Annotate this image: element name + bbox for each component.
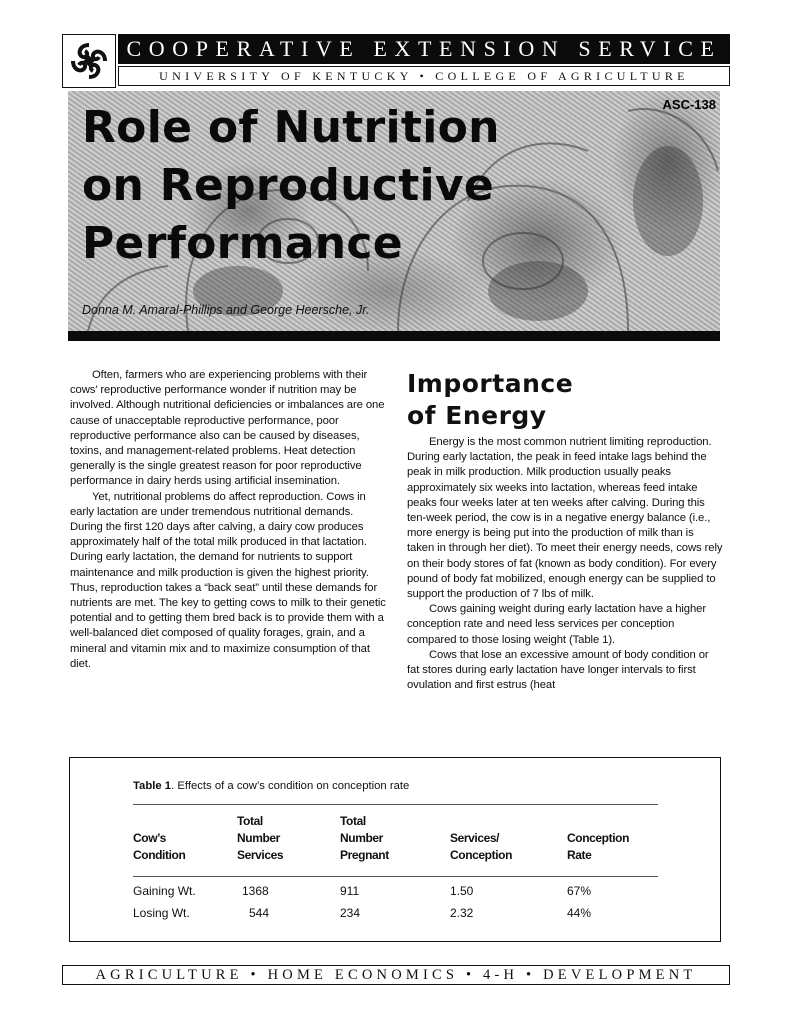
header-line: Conception — [567, 831, 629, 845]
heading-line: Importance — [407, 369, 574, 398]
title-divider — [68, 331, 720, 341]
table-cell: Gaining Wt. — [133, 884, 196, 898]
table-cell: 44% — [567, 906, 592, 920]
extension-logo-icon — [62, 34, 116, 88]
table-header — [237, 813, 283, 864]
footer-banner: AGRICULTURE • HOME ECONOMICS • 4-H • DEVELOPMENT — [62, 965, 730, 985]
table-header — [450, 813, 512, 864]
publication-number: ASC-138 — [662, 97, 716, 112]
hero-banner — [68, 91, 720, 331]
header-line: Number — [237, 831, 280, 845]
table-header — [133, 813, 185, 864]
header-line — [133, 813, 185, 830]
page-title — [82, 99, 500, 273]
university-banner: UNIVERSITY OF KENTUCKY • COLLEGE OF AGRICULTURE — [118, 66, 730, 86]
header-line: Number — [340, 831, 383, 845]
masthead — [62, 34, 730, 88]
table-cell: 1368 — [242, 884, 269, 898]
table-cell: 67% — [567, 884, 592, 898]
header-line: Services/ — [450, 831, 500, 845]
header-line: Cow’s — [133, 831, 166, 845]
body-paragraph: Yet, nutritional problems do affect reproduction. Cows in early lactation are under tremendous nutritional demands. During the first 120 days after calving, a dairy cow produces approximately half of the total milk produced in that lactation. During early lactation, the demand for nutrients to support maintenance and milk production is given the highest priority. Thus, reproduction takes a “back seat” until these demands for nutrients are met. The key to getting cows to milk to their genetic potential and to getting them bred back is to provide them with a well-balanced diet composed of quality forages, grain, and a mineral and vitamin mix and to maximize consumption of that diet. — [70, 490, 386, 670]
title-line: Role of Nutrition — [82, 102, 500, 153]
header-line — [450, 813, 512, 830]
table-rule-top — [133, 804, 658, 805]
cooperative-extension-banner: COOPERATIVE EXTENSION SERVICE — [118, 34, 730, 64]
table-cell: 234 — [340, 906, 361, 920]
table-cell: 1.50 — [450, 884, 474, 898]
section-heading — [407, 368, 723, 432]
left-column — [70, 368, 388, 672]
table-cell: 911 — [340, 884, 360, 898]
header-line: Condition — [133, 848, 186, 862]
authors: Donna M. Amaral-Phillips and George Heersche, Jr. — [82, 303, 370, 317]
table-caption — [133, 780, 409, 792]
header-line: Conception — [450, 848, 512, 862]
right-column — [407, 368, 723, 693]
table-cell: 2.32 — [450, 906, 474, 920]
table-header — [567, 813, 629, 864]
table-caption-label: Table 1 — [133, 780, 172, 792]
body-paragraph: Often, farmers who are experiencing problems with their cows’ reproductive performance wonder if nutrition may be involved. Although nutritional deficiencies or imbalances are one cause of unacceptable reproductive performance, poor reproductive performance also can be caused by diseases, toxins, and management-related problems. Heat detection generally is the single greatest reason for poor reproductive performance in dairy herds using artificial insemination. — [70, 369, 385, 488]
table-cell: 544 — [249, 906, 270, 920]
table-caption-text: . Effects of a cow’s condition on conception rate — [171, 780, 410, 792]
header-line: Total — [340, 814, 366, 828]
header-line: Services — [237, 848, 284, 862]
table-header — [340, 813, 389, 864]
table-cell: Losing Wt. — [133, 906, 190, 920]
body-paragraph: Cows that lose an excessive amount of body condition or fat stores during early lactation have longer intervals to first ovulation and first estrus (heat — [407, 648, 709, 692]
table-rule-mid — [133, 876, 658, 877]
body-paragraph: Cows gaining weight during early lactation have a higher conception rate and need less services per conception compared to those losing weight (Table 1). — [407, 603, 706, 646]
header-line — [567, 813, 629, 830]
title-line: on Reproductive — [82, 160, 495, 211]
data-table — [69, 757, 721, 942]
header-line: Pregnant — [340, 848, 389, 862]
heading-line: of Energy — [407, 401, 547, 430]
body-paragraph: Energy is the most common nutrient limiting reproduction. During early lactation, the peak in feed intake lags behind the peak in milk production. Milk production usually peaks approximately six weeks into lactation, whereas feed intake peaks four weeks later at ten weeks after calving. During this ten-week period, the cow is in a negative energy balance (i.e., more energy is being put into the production of milk than is taken in through her diet). To meet their energy needs, cows rely on their body stores of fat (known as body condition). For every pound of body fat mobilized, enough energy can be supplied to support the production of 7 lbs of milk. — [407, 436, 723, 601]
header-line: Total — [237, 814, 263, 828]
title-line: Performance — [82, 218, 403, 269]
header-line: Rate — [567, 848, 592, 862]
